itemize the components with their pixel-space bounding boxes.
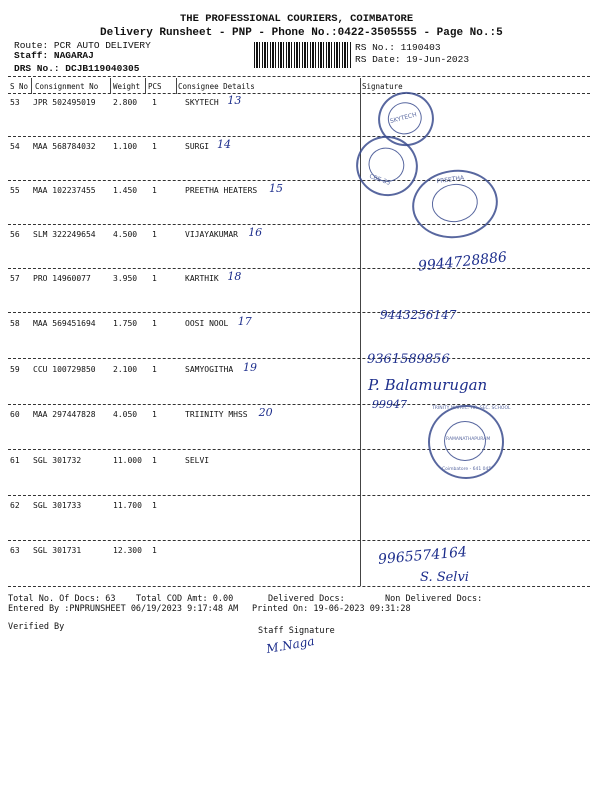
row-weight: 12.300 [113, 546, 142, 555]
row-consignment: MAA 102237455 [33, 186, 96, 195]
row-pcs: 1 [152, 230, 157, 239]
handwritten-row-number: 13 [227, 94, 242, 107]
handwritten-row-number: 20 [258, 406, 273, 419]
row-consignee: SELVI [185, 456, 210, 465]
handwritten-row-number: 14 [217, 138, 231, 151]
barcode [254, 42, 352, 68]
printed-on: Printed On: 19-06-2023 09:31:28 [252, 604, 411, 614]
row-pcs: 1 [152, 546, 157, 555]
company-title: THE PROFESSIONAL COURIERS, COIMBATORE [180, 13, 414, 25]
row-sno: 61 [10, 456, 20, 465]
handwritten-phone: 9361589856 [367, 352, 450, 367]
row-pcs: 1 [152, 365, 157, 374]
row-consignee: SAMYOGITHA [185, 365, 234, 374]
row-separator [8, 495, 590, 496]
row-sno: 53 [10, 98, 20, 107]
row-pcs: 1 [152, 319, 157, 328]
handwritten-row-number: 15 [269, 182, 283, 195]
row-consignment: MAA 297447828 [33, 410, 96, 419]
row-consignment: SLM 322249654 [33, 230, 96, 239]
staff-handwritten-signature: M.Naga [265, 633, 316, 657]
row-weight: 11.700 [113, 501, 142, 510]
stamp-text: RAMANATHAPURAM [446, 437, 491, 442]
staff-signature-label: Staff Signature [258, 626, 335, 636]
row-sno: 59 [10, 365, 20, 374]
stamp-text: PREETHA [436, 174, 465, 186]
row-weight: 1.450 [113, 186, 138, 195]
row-sno: 54 [10, 142, 20, 151]
col-pcs: PCS [148, 82, 162, 91]
row-weight: 4.500 [113, 230, 138, 239]
handwritten-signature: P. Balamurugan [368, 376, 488, 394]
header-rule-top [8, 76, 590, 77]
row-consignment: SGL 301732 [33, 456, 82, 465]
drs-number: DRS No.: DCJB119040305 [14, 63, 140, 74]
row-separator [8, 358, 590, 359]
row-weight: 11.000 [113, 456, 142, 465]
row-sno: 60 [10, 410, 20, 419]
col-sep-weight [145, 78, 146, 94]
row-separator [8, 404, 590, 405]
row-pcs: 1 [152, 142, 157, 151]
handwritten-phone: 9443256147 [380, 308, 457, 322]
row-separator [8, 540, 590, 541]
rs-date: RS Date: 19-Jun-2023 [355, 54, 470, 65]
rs-number: RS No.: 1190403 [355, 42, 441, 53]
handwritten-phone: 99947 [372, 398, 407, 411]
handwritten-signature: S. Selvi [420, 570, 469, 585]
verified-by: Verified By [8, 622, 65, 632]
row-separator [8, 180, 590, 181]
delivered-docs: Delivered Docs: [268, 594, 345, 604]
col-signature: Signature [362, 82, 403, 91]
row-sno: 57 [10, 274, 20, 283]
row-separator [8, 268, 590, 269]
row-separator [8, 312, 590, 313]
row-consignment: PRO 14960077 [33, 274, 91, 283]
row-consignee: PREETHA HEATERS [185, 186, 258, 195]
col-sep-pcs [176, 78, 177, 94]
row-pcs: 1 [152, 410, 157, 419]
row-consignee: VIJAYAKUMAR [185, 230, 238, 239]
handwritten-row-number: 17 [237, 315, 252, 328]
handwritten-phone: 9944728886 [417, 249, 508, 275]
stamp-text: CBE-35 [368, 172, 392, 187]
row-consignment: MAA 569451694 [33, 319, 96, 328]
col-sno: S No [10, 82, 29, 91]
row-sno: 62 [10, 501, 20, 510]
total-docs: Total No. Of Docs: 63 [8, 594, 116, 604]
row-weight: 3.950 [113, 274, 138, 283]
total-cod: Total COD Amt: 0.00 [136, 594, 234, 604]
preetha-stamp [408, 164, 503, 243]
row-weight: 1.750 [113, 319, 138, 328]
row-pcs: 1 [152, 501, 157, 510]
staff-field: Staff: NAGARAJ [14, 50, 94, 61]
row-weight: 1.100 [113, 142, 138, 151]
row-weight: 4.050 [113, 410, 138, 419]
stamp-text: SKYTECH [389, 111, 418, 126]
row-separator [8, 224, 590, 225]
row-separator [8, 136, 590, 137]
row-consignment: SGL 301731 [33, 546, 82, 555]
col-weight: Weight [113, 82, 141, 91]
header-rule-bottom [8, 93, 590, 94]
row-consignee: KARTHIK [185, 274, 219, 283]
route-field: Route: PCR AUTO DELIVERY [14, 40, 151, 51]
stamp-text: Coimbatore - 641 045 [442, 467, 492, 472]
row-pcs: 1 [152, 274, 157, 283]
row-pcs: 1 [152, 456, 157, 465]
row-consignee: SURGI [185, 142, 210, 151]
handwritten-row-number: 19 [243, 361, 257, 374]
entered-by: Entered By :PNPRUNSHEET 06/19/2023 9:17:48 AM [8, 604, 239, 614]
row-consignee: SKYTECH [185, 98, 219, 107]
col-consignee: Consignee Details [178, 82, 255, 91]
stamp-text: TRINITY MATRIC. HR. SEC. SCHOOL [432, 406, 511, 411]
row-pcs: 1 [152, 186, 157, 195]
col-consignment: Consignment No [35, 82, 99, 91]
handwritten-row-number: 16 [248, 226, 263, 239]
row-consignment: CCU 100729850 [33, 365, 96, 374]
row-consignment: JPR 502495019 [33, 98, 96, 107]
row-consignment: SGL 301733 [33, 501, 82, 510]
row-pcs: 1 [152, 98, 157, 107]
row-weight: 2.800 [113, 98, 138, 107]
row-separator [8, 586, 590, 587]
col-sep-sno [31, 78, 32, 94]
row-weight: 2.100 [113, 365, 138, 374]
row-sno: 63 [10, 546, 20, 555]
row-consignee: OOSI NOOL [185, 319, 229, 328]
runsheet-subtitle: Delivery Runsheet - PNP - Phone No.:0422-3505555 - Page No.:5 [100, 27, 503, 39]
handwritten-row-number: 18 [227, 270, 242, 283]
col-sep-consignment [110, 78, 111, 94]
row-consignment: MAA 568784032 [33, 142, 96, 151]
row-consignee: TRIINITY MHSS [185, 410, 248, 419]
row-sno: 58 [10, 319, 20, 328]
handwritten-phone: 9965574164 [377, 544, 468, 568]
row-sno: 55 [10, 186, 20, 195]
row-sno: 56 [10, 230, 20, 239]
non-delivered-docs: Non Delivered Docs: [385, 594, 483, 604]
trinity-school-stamp [428, 405, 511, 479]
